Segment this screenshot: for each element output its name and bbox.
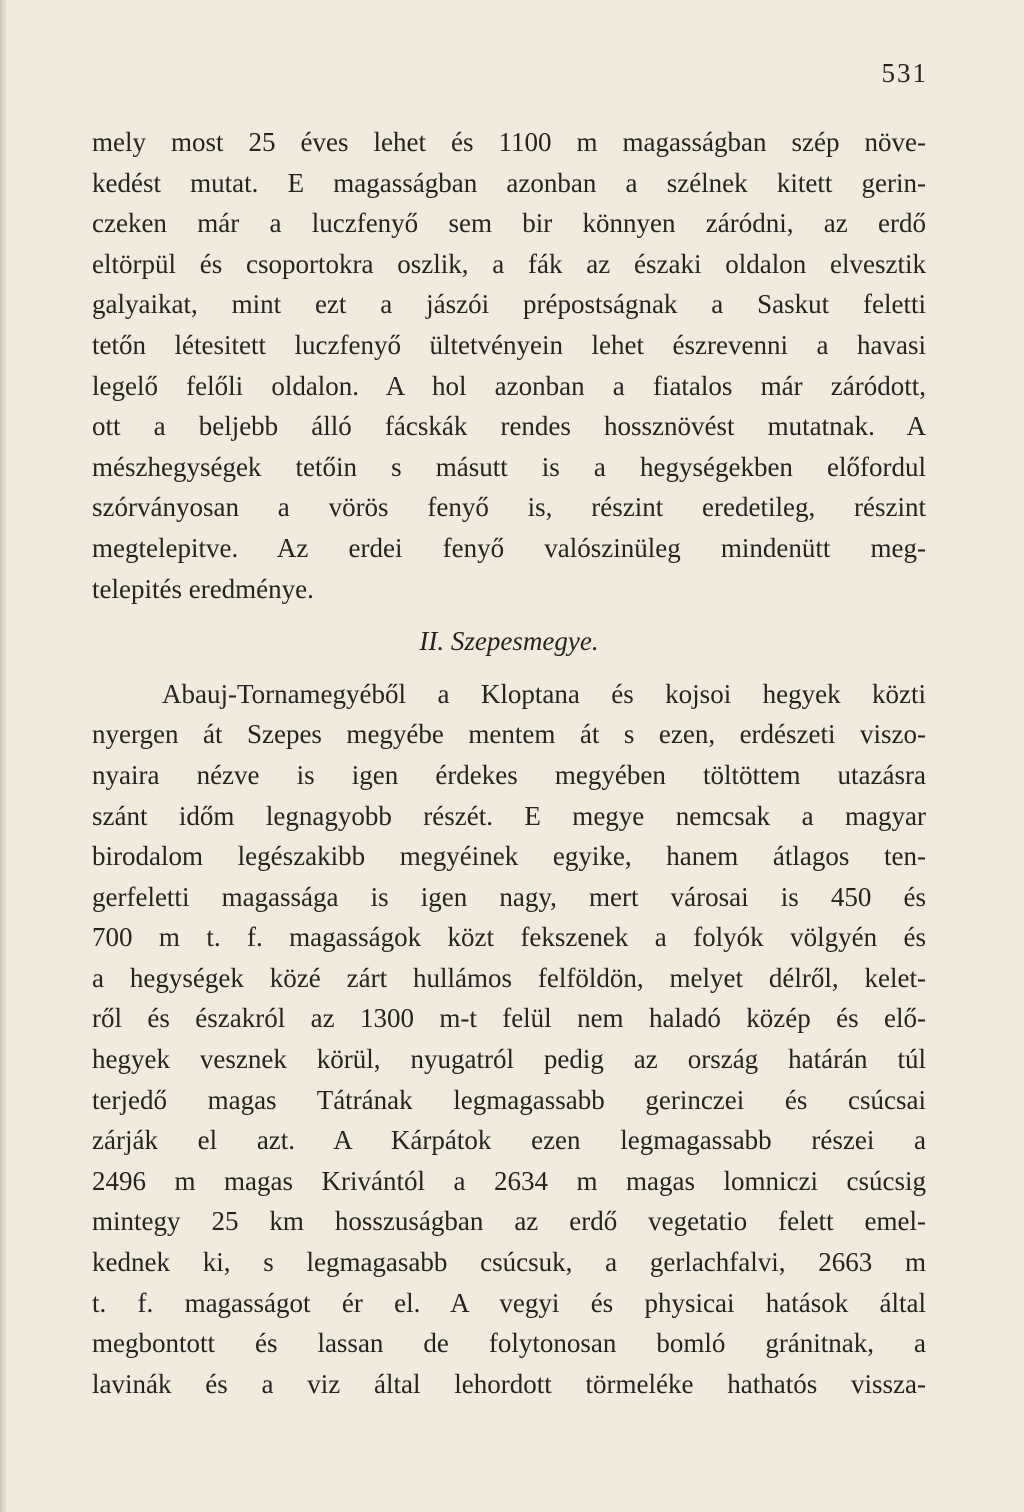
text-line: Abauj-Tornamegyéből a Kloptana és kojsoi hegyek közti [162,678,926,709]
paragraph-1 [92,122,926,609]
page-number: 531 [881,58,928,88]
text-line: 700 m t. f. magasságok közt fekszenek a folyók völgyén és [92,922,926,953]
text-line: zárják el azt. A Kárpátok ezen legmagassabb részei a [92,1125,926,1156]
text-line: szánt időm legnagyobb részét. E megye nemcsak a magyar [92,800,926,831]
text-line: lavinák és a viz által lehordott törmeléke hathatós vissza- [92,1368,926,1399]
text-line: terjedő magas Tátrának legmagassabb gerinczei és csúcsai [92,1084,926,1115]
text-line: mintegy 25 km hosszuságban az erdő vegetatio felett emel- [92,1206,926,1237]
text-line: galyaikat, mint ezt a jászói prépostságnak a Saskut feletti [92,289,926,320]
text-line: tetőn létesitett luczfenyő ültetvényein lehet észrevenni a havasi [92,329,926,360]
text-line: kednek ki, s legmagasabb csúcsuk, a gerlachfalvi, 2663 m [92,1247,926,1278]
text-line: nyaira nézve is igen érdekes megyében töltöttem utazásra [92,759,926,790]
text-line: kedést mutat. E magasságban azonban a szélnek kitett gerin- [92,167,926,198]
text-line: gerfeletti magassága is igen nagy, mert városai is 450 és [92,881,926,912]
text-line: mely most 25 éves lehet és 1100 m magasságban szép növe- [92,127,926,157]
text-line: megtelepitve. Az erdei fenyő valószinüleg mindenütt meg- [92,532,926,563]
text-line: eltörpül és csoportokra oszlik, a fák az északi oldalon elvesztik [92,248,926,279]
paragraph-2 [92,674,926,1405]
text-line: megbontott és lassan de folytonosan bomló gránitnak, a [92,1328,926,1359]
text-line: legelő felőli oldalon. A hol azonban a fiatalos már záródott, [92,370,926,401]
text-line: t. f. magasságot ér el. A vegyi és physicai hatások által [92,1287,926,1318]
page-edge [0,0,7,1512]
text-line: a hegységek közé zárt hullámos felföldön, melyet délről, kelet- [92,962,926,993]
text-line: 2496 m magas Krivántól a 2634 m magas lomniczi csúcsig [92,1165,926,1196]
text-line: hegyek vesznek körül, nyugatról pedig az ország határán túl [92,1044,926,1075]
section-heading: II. Szepesmegye. [419,626,599,657]
text-line: szórványosan a vörös fenyő is, részint eredetileg, részint [92,492,926,523]
text-line: ott a beljebb álló fácskák rendes hossznövést mutatnak. A [92,411,926,442]
text-line: nyergen át Szepes megyébe mentem át s ezen, erdészeti viszo- [92,719,926,750]
text-line: czeken már a luczfenyő sem bir könnyen záródni, az erdő [92,208,926,239]
text-line: ről és északról az 1300 m-t felül nem haladó közép és elő- [92,1003,926,1034]
text-line: mészhegységek tetőin s másutt is a hegységekben előfordul [92,451,926,482]
text-line: telepités eredménye. [92,573,314,604]
text-line: birodalom legészakibb megyéinek egyike, hanem átlagos ten- [92,841,926,872]
body-text [92,122,926,1404]
